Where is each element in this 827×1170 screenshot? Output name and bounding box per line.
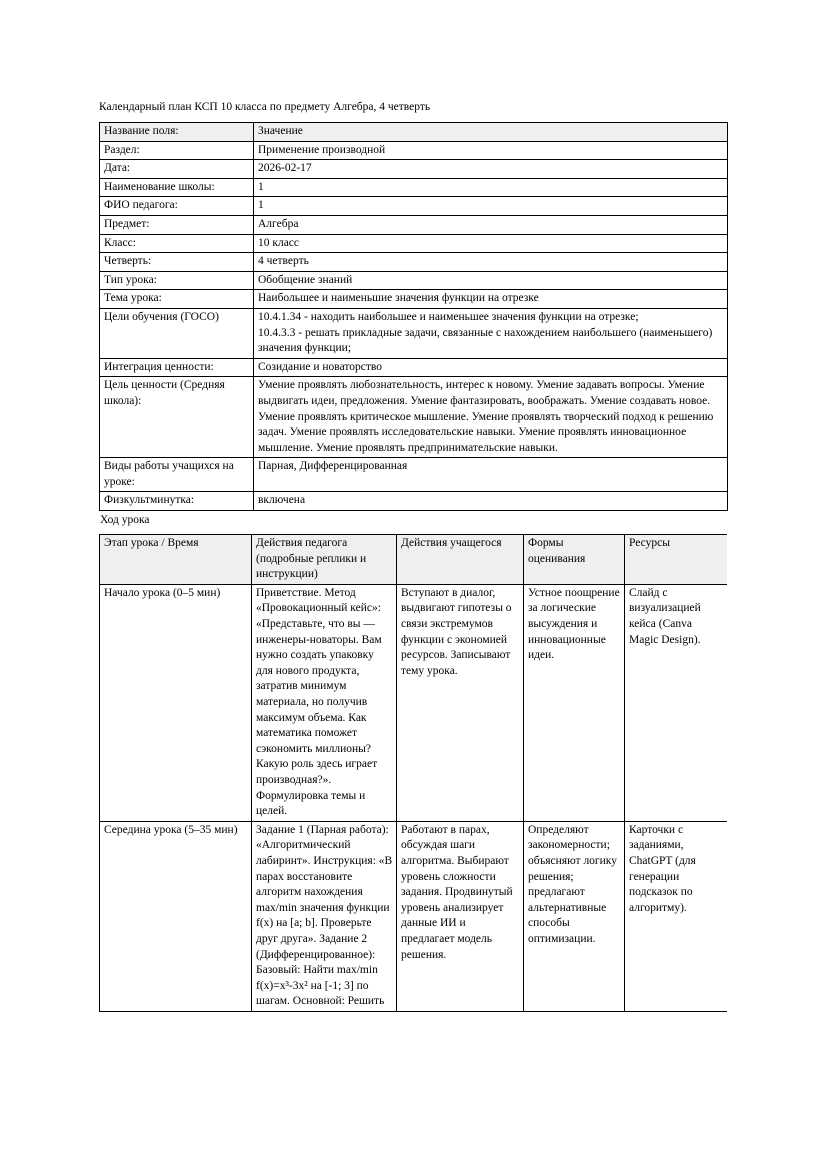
- row-field-label: Интеграция ценности:: [100, 358, 254, 377]
- row-field-label: Тип урока:: [100, 271, 254, 290]
- table-header-row: [100, 123, 728, 142]
- column-header-student-actions: Действия учащегося: [397, 535, 524, 585]
- header-field-label: Название поля:: [100, 123, 254, 142]
- objective-line-1: 10.4.1.34 - находить наибольшее и наименьшее значения функции на отрезке;: [258, 310, 639, 323]
- row-field-label: Тема урока:: [100, 290, 254, 309]
- row-field-label: Четверть:: [100, 253, 254, 272]
- column-header-teacher-actions: Действия педагога (подробные реплики и инструкции): [252, 535, 397, 585]
- row-field-label: Раздел:: [100, 141, 254, 160]
- row-field-value: Наибольшее и наименьшие значения функции на отрезке: [254, 290, 728, 309]
- row-field-label: Дата:: [100, 160, 254, 179]
- row-field-label: Виды работы учащихся на уроке:: [100, 458, 254, 492]
- row-field-value: 2026-02-17: [254, 160, 728, 179]
- cell-student-actions: Вступают в диалог, выдвигают гипотезы о связи экстремумов функции с экономией ресурсов. Записывают тему урока.: [397, 584, 524, 821]
- cell-resources: Карточки с заданиями, ChatGPT (для генерации подсказок по алгоритму).: [625, 821, 728, 1011]
- cell-assessment-forms: Устное поощрение за логические высуждения и инновационные идеи.: [524, 584, 625, 821]
- cell-teacher-actions: Задание 1 (Парная работа): «Алгоритмический лабиринт». Инструкция: «В парах восстановите алгоритм нахождения max/min значения функции f(x) на [a; b]. Проверьте друг друга». Задание 2 (Дифференцированное): Базовый: Найти max/min f(x)=x³-3x² на [-1; 3] по шагам. Основной: Решить: [252, 821, 397, 1011]
- row-field-value: Созидание и новаторство: [254, 358, 728, 377]
- cell-teacher-actions: Приветствие. Метод «Провокационный кейс»: «Представьте, что вы — инженеры-новаторы. Вам нужно создать упаковку для нового продукта, затратив минимум материала, но получив максимум объема. Как математика поможет сэкономить миллионы? Какую роль здесь играет производная?». Формулировка темы и целей.: [252, 584, 397, 821]
- cell-student-actions: Работают в парах, обсуждая шаги алгоритма. Выбирают уровень сложности задания. Продвинутый уровень анализирует данные ИИ и предлагает модель решения.: [397, 821, 524, 1011]
- row-field-value: включена: [254, 492, 728, 511]
- table-row: [100, 197, 728, 216]
- lesson-flow-table: [99, 534, 727, 1012]
- row-field-value: Алгебра: [254, 215, 728, 234]
- table-row: [100, 492, 728, 511]
- column-header-stage: Этап урока / Время: [100, 535, 252, 585]
- row-field-label: Предмет:: [100, 215, 254, 234]
- table-header-row: [100, 535, 728, 585]
- row-field-value: Применение производной: [254, 141, 728, 160]
- row-field-value: 1: [254, 178, 728, 197]
- table-row: [100, 458, 728, 492]
- row-field-value: 4 четверть: [254, 253, 728, 272]
- row-field-value: [254, 308, 728, 358]
- section-heading-lesson-flow: Ход урока: [100, 514, 150, 527]
- row-field-value: Парная, Дифференцированная: [254, 458, 728, 492]
- row-field-label: Цели обучения (ГОСО): [100, 308, 254, 358]
- table-row: [100, 358, 728, 377]
- table-row: [100, 215, 728, 234]
- cell-stage: Середина урока (5–35 мин): [100, 821, 252, 1011]
- table-row: [100, 253, 728, 272]
- table-row: [100, 271, 728, 290]
- table-row: [100, 141, 728, 160]
- objective-line-2: 10.4.3.3 - решать прикладные задачи, связанные с нахождением наибольшего (наименьшего) значения функции;: [258, 326, 713, 355]
- table-row: [100, 290, 728, 309]
- table-row-learning-objectives: [100, 308, 728, 358]
- row-field-value: Умение проявлять любознательность, интерес к новому. Умение задавать вопросы. Умение выдвигать идеи, предложения. Умение фантазировать, воображать. Умение создавать новое. Умение проявлять критическое мышление. Умение проявлять творческий подход к решению задач. Умение проявлять исследовательские навыки. Умение проявлять инновационное мышление. Умение проявлять предпринимательские навыки.: [254, 377, 728, 458]
- cell-stage: Начало урока (0–5 мин): [100, 584, 252, 821]
- lesson-info-table: [99, 122, 728, 511]
- table-row: [100, 377, 728, 458]
- cell-resources: Слайд с визуализацией кейса (Canva Magic Design).: [625, 584, 728, 821]
- column-header-resources: Ресурсы: [625, 535, 728, 585]
- table-row: [100, 160, 728, 179]
- table-row: [100, 584, 728, 821]
- row-field-value: 10 класс: [254, 234, 728, 253]
- page-title: Календарный план КСП 10 класса по предмету Алгебра, 4 четверть: [99, 101, 431, 113]
- cell-assessment-forms: Определяют закономерности; объясняют логику решения; предлагают альтернативные способы оптимизации.: [524, 821, 625, 1011]
- row-field-label: Физкультминутка:: [100, 492, 254, 511]
- table-row: [100, 821, 728, 1011]
- lesson-flow-clip: [99, 534, 727, 1094]
- row-field-label: Класс:: [100, 234, 254, 253]
- table-row: [100, 178, 728, 197]
- header-value-label: Значение: [254, 123, 728, 142]
- row-field-label: Цель ценности (Средняя школа):: [100, 377, 254, 458]
- table-row: [100, 234, 728, 253]
- row-field-value: Обобщение знаний: [254, 271, 728, 290]
- row-field-value: 1: [254, 197, 728, 216]
- column-header-assessment-forms: Формы оценивания: [524, 535, 625, 585]
- row-field-label: Наименование школы:: [100, 178, 254, 197]
- row-field-label: ФИО педагога:: [100, 197, 254, 216]
